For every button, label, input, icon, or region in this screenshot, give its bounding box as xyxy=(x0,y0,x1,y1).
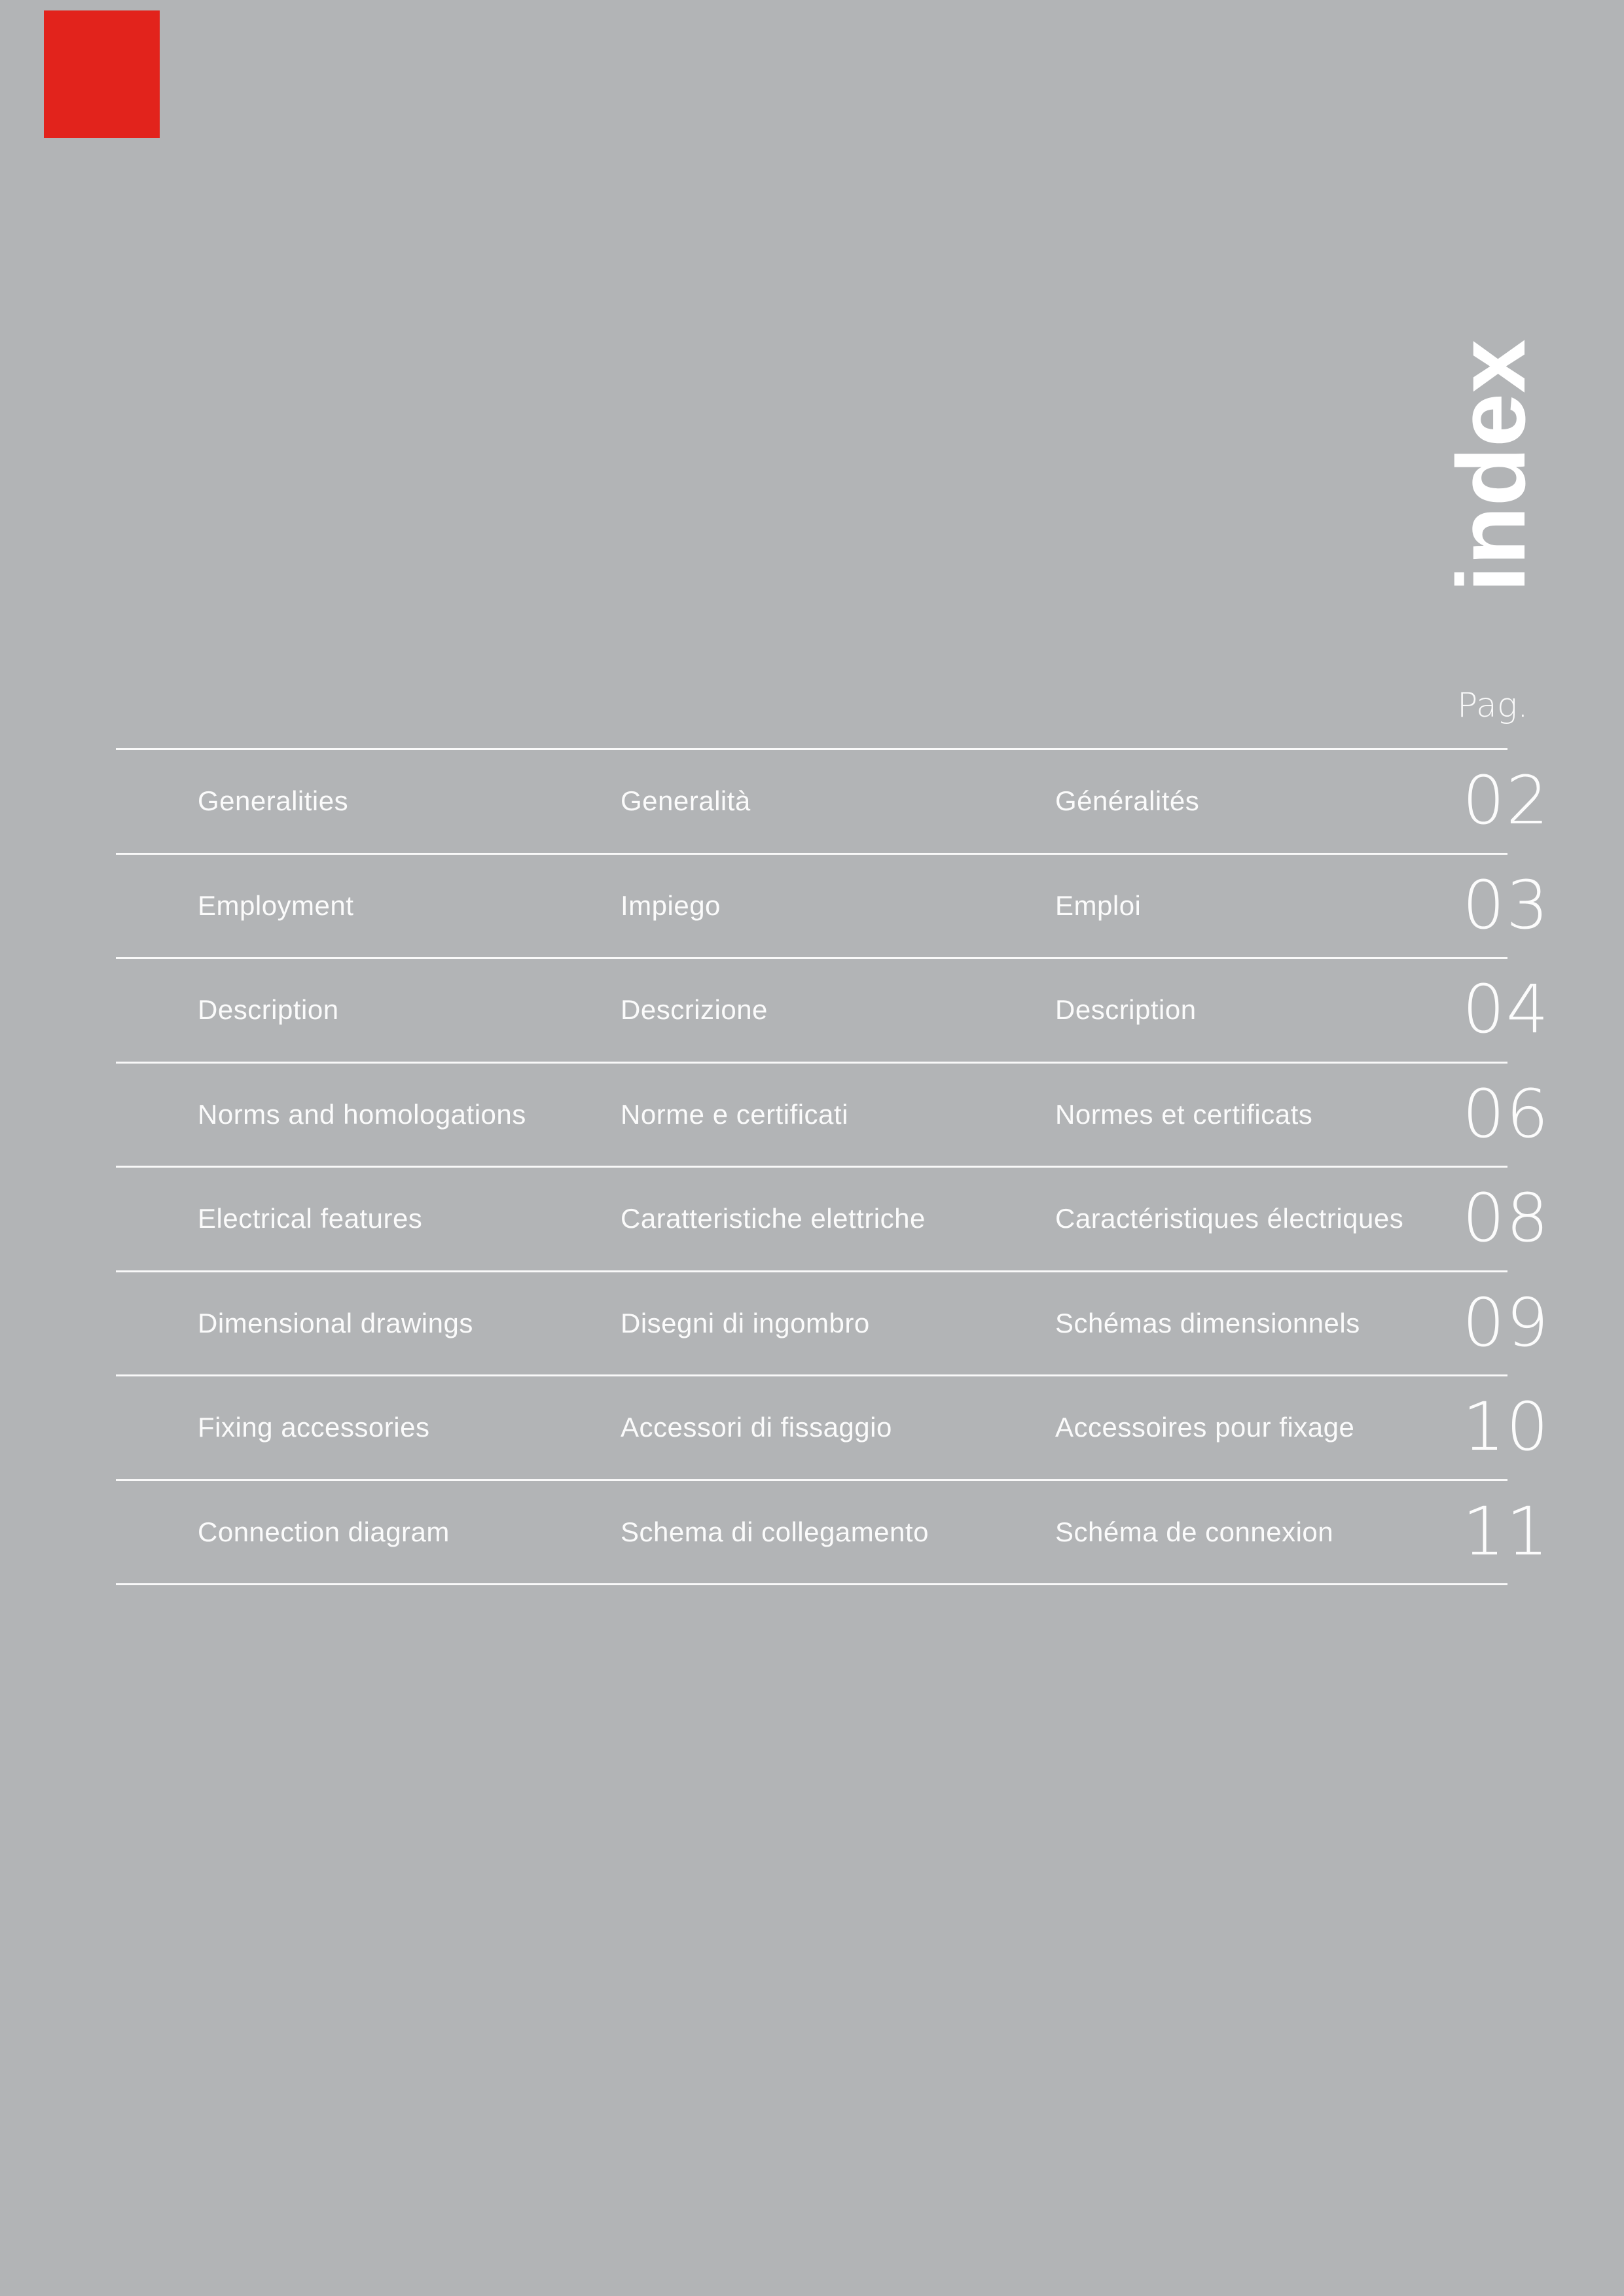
toc-row xyxy=(116,748,1550,853)
page-column-header: Pag. xyxy=(1457,686,1528,725)
toc-row xyxy=(116,853,1550,958)
page-number: 09 xyxy=(1462,1283,1550,1362)
toc-row xyxy=(116,1479,1550,1584)
page-number: 06 xyxy=(1462,1075,1550,1153)
page-number: 04 xyxy=(1462,971,1550,1049)
toc-entry-italian: Norme e certificati xyxy=(621,1098,848,1130)
toc-entry-french: Description xyxy=(1055,994,1197,1026)
toc-row xyxy=(116,957,1550,1062)
toc-entry-english: Fixing accessories xyxy=(198,1412,430,1443)
toc-entry-english: Generalities xyxy=(198,785,349,817)
toc-entry-french: Schéma de connexion xyxy=(1055,1516,1334,1547)
page-number: 02 xyxy=(1462,762,1550,840)
toc-entry-italian: Disegni di ingombro xyxy=(621,1307,870,1338)
toc-entry-english: Dimensional drawings xyxy=(198,1307,473,1338)
toc-entry-english: Electrical features xyxy=(198,1203,423,1234)
toc-entry-english: Employment xyxy=(198,889,354,921)
toc-entry-italian: Generalità xyxy=(621,785,751,817)
toc-entry-french: Caractéristiques électriques xyxy=(1055,1203,1404,1234)
toc-entry-french: Normes et certificats xyxy=(1055,1098,1313,1130)
toc-entry-italian: Schema di collegamento xyxy=(621,1516,929,1547)
toc-entry-italian: Accessori di fissaggio xyxy=(621,1412,892,1443)
index-title: index xyxy=(1437,339,1545,592)
page-number: 08 xyxy=(1462,1179,1550,1258)
toc-row xyxy=(116,1270,1550,1375)
toc-entry-italian: Caratteristiche elettriche xyxy=(621,1203,926,1234)
red-corner-tab xyxy=(44,10,160,138)
toc-entry-french: Accessoires pour fixage xyxy=(1055,1412,1355,1443)
toc-entry-french: Généralités xyxy=(1055,785,1200,817)
toc-entry-english: Norms and homologations xyxy=(198,1098,526,1130)
toc-entry-english: Connection diagram xyxy=(198,1516,450,1547)
page-number: 03 xyxy=(1462,866,1550,944)
toc-row xyxy=(116,1062,1550,1166)
toc-entry-italian: Descrizione xyxy=(621,994,768,1026)
page-number: 11 xyxy=(1462,1492,1550,1571)
page-number: 10 xyxy=(1462,1388,1550,1467)
toc-entry-english: Description xyxy=(198,994,339,1026)
toc-row xyxy=(116,1166,1550,1270)
toc-entry-french: Emploi xyxy=(1055,889,1142,921)
table-of-contents xyxy=(116,748,1550,1585)
toc-entry-italian: Impiego xyxy=(621,889,721,921)
toc-entry-french: Schémas dimensionnels xyxy=(1055,1307,1360,1338)
toc-row xyxy=(116,1374,1550,1479)
